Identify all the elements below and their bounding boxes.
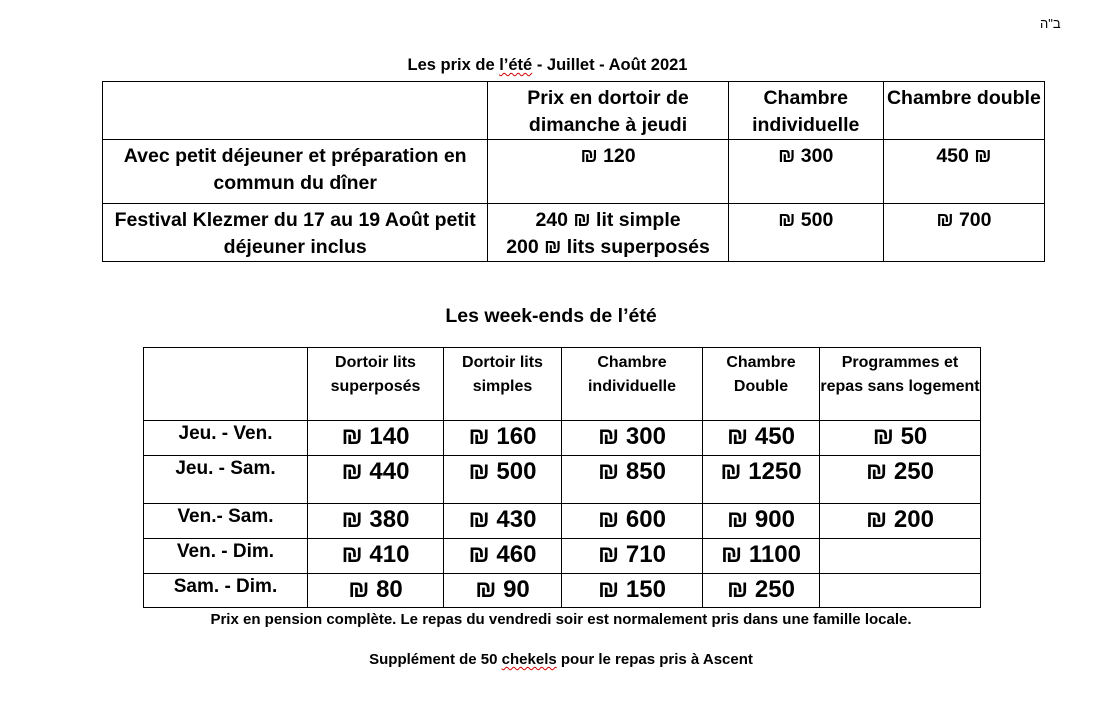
table-header-cell: [103, 82, 488, 140]
table-header-cell: Chambre Double: [703, 348, 820, 421]
table-row: [144, 539, 981, 574]
price-cell: ₪ 120: [488, 140, 728, 204]
weekends-prices-table: [143, 347, 981, 608]
table-row: [103, 140, 1045, 204]
weekends-title: Les week-ends de l’été: [445, 305, 657, 327]
note-text: Supplément de 50: [369, 651, 502, 668]
price-cell: 450 ₪: [883, 140, 1044, 204]
summer-prices-table: [102, 81, 1045, 262]
table-header-cell: Dortoir lits superposés: [308, 348, 444, 421]
table-header-cell: Chambre double: [883, 82, 1044, 140]
table-header-cell: Chambre individuelle: [562, 348, 703, 421]
price-cell: ₪ 150: [562, 574, 703, 608]
table-header-cell: Chambre individuelle: [728, 82, 883, 140]
spellcheck-word: l’été: [499, 56, 533, 74]
spellcheck-word: chekels: [501, 651, 557, 668]
price-cell: ₪ 1100: [703, 539, 820, 574]
row-label: Jeu. - Sam.: [144, 456, 308, 504]
price-cell: ₪ 900: [703, 504, 820, 539]
price-cell: ₪ 50: [820, 421, 981, 456]
row-label: Avec petit déjeuner et préparation en commun du dîner: [103, 140, 488, 204]
price-cell: ₪ 160: [444, 421, 562, 456]
price-cell: ₪ 250: [820, 456, 981, 504]
row-label: Jeu. - Ven.: [144, 421, 308, 456]
price-cell: ₪ 450: [703, 421, 820, 456]
price-cell: ₪ 430: [444, 504, 562, 539]
table-header-row: [103, 82, 1045, 140]
table-header-cell: Prix en dortoir de dimanche à jeudi: [488, 82, 728, 140]
price-cell: ₪ 700: [883, 204, 1044, 262]
price-cell: ₪ 90: [444, 574, 562, 608]
price-cell: ₪ 300: [562, 421, 703, 456]
table-row: [144, 456, 981, 504]
bh-header-mark: ב"ה: [1040, 16, 1061, 31]
price-cell: ₪ 710: [562, 539, 703, 574]
price-cell: ₪ 1250: [703, 456, 820, 504]
price-cell: ₪ 460: [444, 539, 562, 574]
price-cell: ₪ 500: [728, 204, 883, 262]
price-cell: ₪ 300: [728, 140, 883, 204]
price-cell: ₪ 380: [308, 504, 444, 539]
table-row: [144, 421, 981, 456]
price-cell: [820, 574, 981, 608]
price-cell: ₪ 600: [562, 504, 703, 539]
price-cell: ₪ 200: [820, 504, 981, 539]
table-row: [144, 574, 981, 608]
table-header-cell: [144, 348, 308, 421]
price-cell: ₪ 850: [562, 456, 703, 504]
summer-prices-title: Les prix de l’été - Juillet - Août 2021: [407, 56, 688, 74]
price-cell: ₪ 410: [308, 539, 444, 574]
price-cell: [488, 204, 728, 262]
price-cell: [820, 539, 981, 574]
note-text: pour le repas pris à Ascent: [556, 651, 753, 668]
row-label: Ven. - Dim.: [144, 539, 308, 574]
table-header-cell: Programmes et repas sans logement: [820, 348, 981, 421]
price-line: 200 ₪ lits superposés: [506, 236, 710, 258]
row-label: Festival Klezmer du 17 au 19 Août petit déjeuner inclus: [103, 204, 488, 262]
table-row: [144, 504, 981, 539]
price-cell: ₪ 250: [703, 574, 820, 608]
supplement-note: [0, 651, 1100, 668]
price-cell: ₪ 440: [308, 456, 444, 504]
price-cell: ₪ 500: [444, 456, 562, 504]
table-row: [103, 204, 1045, 262]
row-label: Sam. - Dim.: [144, 574, 308, 608]
price-cell: ₪ 140: [308, 421, 444, 456]
row-label: Ven.- Sam.: [144, 504, 308, 539]
price-cell: ₪ 80: [308, 574, 444, 608]
full-board-note: Prix en pension complète. Le repas du vendredi soir est normalement pris dans une famille locale.: [210, 611, 912, 628]
table-header-cell: Dortoir lits simples: [444, 348, 562, 421]
price-line: 240 ₪ lit simple: [535, 209, 681, 231]
table-header-row: [144, 348, 981, 421]
